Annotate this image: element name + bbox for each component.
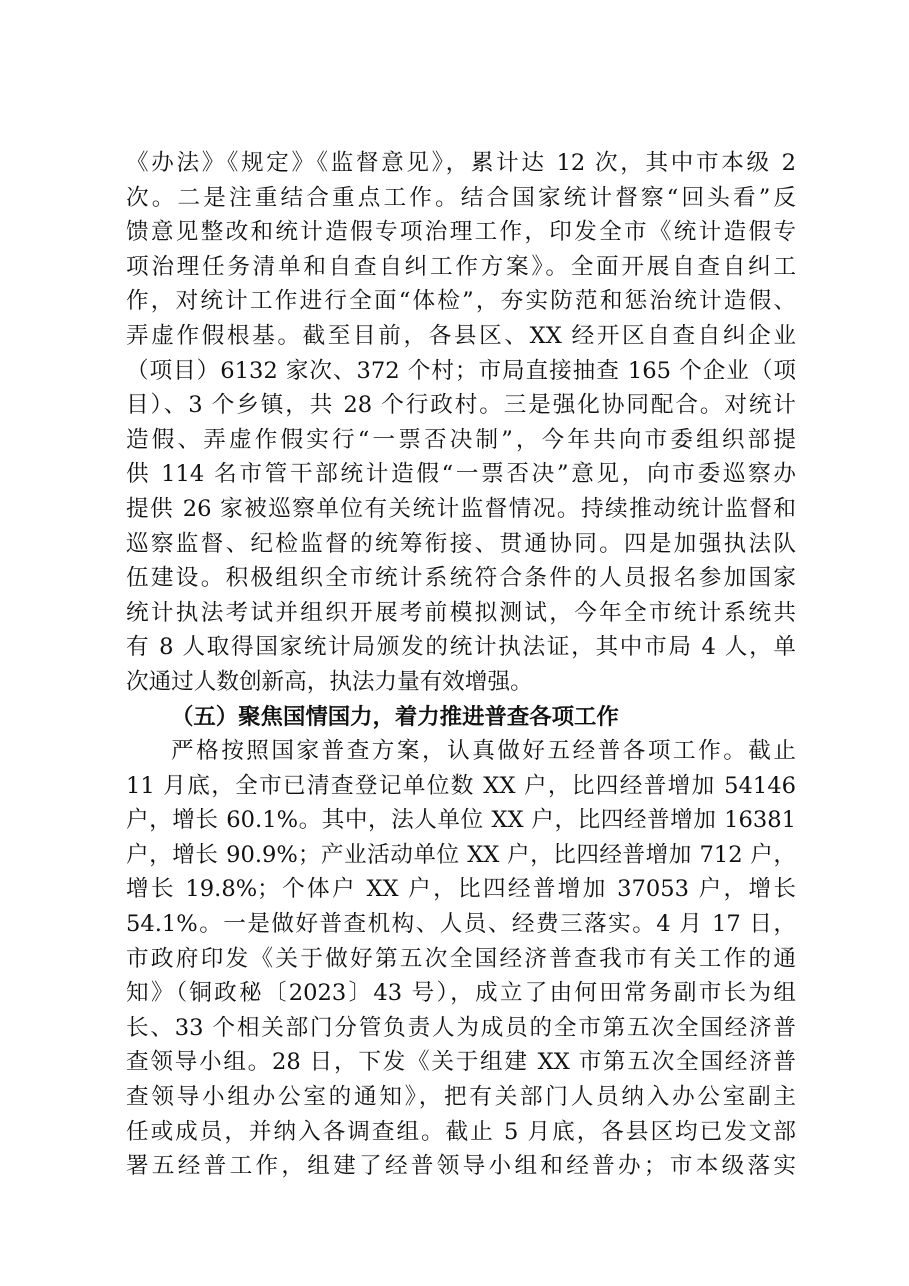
- text-line: 《办法》《规定》《监督意见》，累计达 12 次，其中市本级 2: [126, 150, 796, 176]
- paragraph-supervision: [126, 146, 796, 700]
- text-line: 项治理任务清单和自查自纠工作方案》。全面开展自查自纠工: [126, 253, 796, 280]
- text-line: 目）、3 个乡镇，共 28 个行政村。三是强化协同配合。对统计: [126, 392, 796, 419]
- text-line: 供 114 名市管干部统计造假“一票否决”意见，向市委巡察办: [126, 461, 796, 488]
- text-line: 长、33 个相关部门分管负责人为成员的全市第五次全国经济普: [126, 1014, 796, 1041]
- text-line: 巡察监督、纪检监督的统筹衔接、贯通协同。四是加强执法队: [126, 530, 796, 557]
- text-line: 弄虚作假根基。截至目前，各县区、XX 经开区自查自纠企业: [126, 322, 796, 349]
- text-line: 市政府印发《关于做好第五次全国经济普查我市有关工作的通: [126, 945, 796, 972]
- text-line: 查领导小组。28 日，下发《关于组建 XX 市第五次全国经济普: [126, 1049, 796, 1076]
- text-line: 知》（铜政秘〔2023〕43 号），成立了由何田常务副市长为组: [126, 980, 796, 1007]
- text-line: 次通过人数创新高，执法力量有效增强。: [126, 668, 533, 695]
- text-line: 任或成员，并纳入各调查组。截止 5 月底，各县区均已发文部: [126, 1118, 796, 1145]
- text-line: 户，增长 90.9%；产业活动单位 XX 户，比四经普增加 712 户，: [126, 841, 796, 868]
- text-line: 严格按照国家普查方案，认真做好五经普各项工作。截止: [171, 738, 796, 765]
- text-line: 11 月底，全市已清查登记单位数 XX 户，比四经普增加 54146: [126, 772, 796, 799]
- section-heading: （五）聚焦国情国力，着力推进普查各项工作: [171, 703, 619, 730]
- text-line: 户，增长 60.1%。其中，法人单位 XX 户，比四经普增加 16381: [126, 807, 796, 834]
- text-line: （项目）6132 家次、372 个村；市局直接抽查 165 个企业（项: [126, 357, 796, 384]
- text-line: 造假、弄虚作假实行“一票否决制”，今年共向市委组织部提: [126, 426, 796, 453]
- text-line: 伍建设。积极组织全市统计系统符合条件的人员报名参加国家: [126, 565, 796, 592]
- text-line: 署五经普工作，组建了经普领导小组和经普办；市本级落实: [126, 1153, 796, 1180]
- document-page: [126, 146, 796, 1184]
- text-line: 查领导小组办公室的通知》，把有关部门人员纳入办公室副主: [126, 1084, 796, 1111]
- text-line: 54.1%。一是做好普查机构、人员、经费三落实。4 月 17 日，: [126, 911, 796, 938]
- text-line: 馈意见整改和统计造假专项治理工作，印发全市《统计造假专: [126, 219, 796, 246]
- text-line: 有 8 人取得国家统计局颁发的统计执法证，其中市局 4 人，单: [126, 634, 796, 661]
- text-line: 统计执法考试并组织开展考前模拟测试，今年全市统计系统共: [126, 599, 796, 626]
- text-line: 提供 26 家被巡察单位有关统计监督情况。持续推动统计监督和: [126, 495, 796, 522]
- paragraph-census: [126, 734, 796, 1184]
- text-line: 次。二是注重结合重点工作。结合国家统计督察“回头看”反: [126, 184, 796, 211]
- text-line: 增长 19.8%；个体户 XX 户，比四经普增加 37053 户，增长: [126, 876, 796, 903]
- text-line: 作，对统计工作进行全面“体检”，夯实防范和惩治统计造假、: [126, 288, 796, 315]
